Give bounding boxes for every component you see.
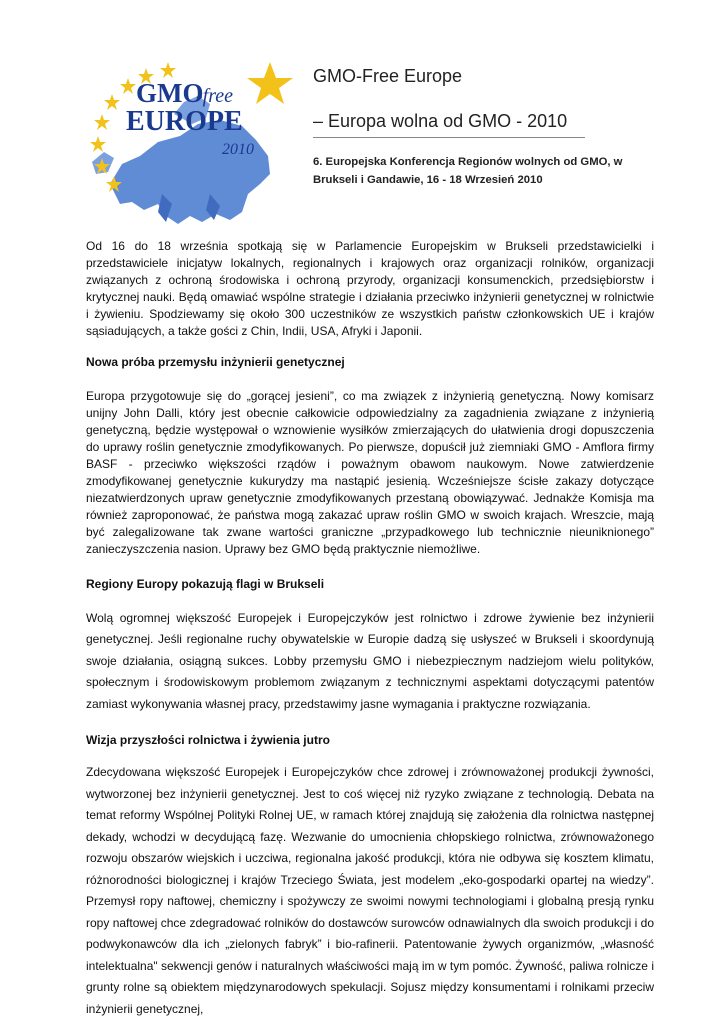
intro-paragraph: Od 16 do 18 września spotkają się w Parlamencie Europejskim w Brukseli przedstawicielki i przedstawiciele inicjatyw lokalnych, regionalnych i krajowych oraz organizacji rolników, organizacji związanych z ochroną środowiska i ochroną przyrody, organizacji konsumenckich, przedsiębiorstw i krytycznej nauki. Będą omawiać wspólne strategie i działania przeciwko inżynierii genetycznej w rolnictwie i żywieniu. Spodziewamy się około 300 uczestników ze wszystkich państw członkowskich UE i krajów sąsiadujących, a także gości z Chin, Indii, USA, Afryki i Japonii. bbox=[86, 239, 654, 339]
gmo-free-europe-logo bbox=[70, 44, 304, 232]
section-paragraph-1: Europa przygotowuje się do „gorącej jesieni”, co ma związek z inżynierią genetyczną. Nowy komisarz unijny John Dalli, który jest obecnie całkowicie odpowiedzialny za zagadnienia związane z inżynierią genetyczną, będzie występował o wznowienie wysiłków zmierzających do ułatwienia drogi dopuszczenia do uprawy roślin genetycznie zmodyfikowanych. Po pierwsze, dopuścił już ziemniaki GMO - Amflora firmy BASF - przeciwko większości rządów i poważnym obawom naukowym. Nowe zatwierdzenie zmodyfikowanej genetycznie kukurydzy ma nastąpić jesienią. Wcześniejsze ścisłe zakazy dotyczące niezatwierdzonych upraw genetycznie zmodyfikowanych przestaną obowiązywać. Jednakże Komisja ma również zaproponować, że państwa mogą zakazać upraw roślin GMO w swoich krajach. Wreszcie, mają być zalegalizowane tak zwane wartości graniczne „przypadkowego lub technicznie nieuniknionego” zanieczyszczenia nasion. Uprawy bez GMO będą praktycznie niemożliwe. bbox=[86, 388, 654, 557]
title-divider bbox=[313, 137, 585, 138]
logo-free-text: -free bbox=[196, 85, 234, 107]
conference-subtitle: 6. Europejska Konferencja Regionów wolnych od GMO, w Brukseli i Gandawie, 16 - 18 Wrzesień 2010 bbox=[313, 156, 623, 186]
page-title: GMO-Free Europe bbox=[313, 66, 463, 86]
logo-europe-text: EUROPE bbox=[126, 106, 243, 137]
page-title-line2: – Europa wolna od GMO - 2010 bbox=[313, 111, 568, 131]
section-heading-3: Wizja przyszłości rolnictwa i żywienia jutro bbox=[86, 733, 330, 747]
section-heading-2: Regiony Europy pokazują flagi w Brukseli bbox=[86, 576, 325, 591]
section-paragraph-2: Wolą ogromnej większość Europejek i Europejczyków jest rolnictwo i zdrowe żywienie bez inżynierii genetycznej. Jeśli regionalne ruchy obywatelskie w Europie dadzą się usłyszeć w Brukseli i skoordynują swoje działania, osiągną sukces. Lobby przemysłu GMO i niebezpiecznym nadziejom wielu polityków, społecznym i środowiskowym problemom związanym z technicznymi aspektami dotyczącymi patentów zamiast wykonywania własnej pracy, przedstawimy jasne wymagania i praktyczne rozwiązania. bbox=[86, 610, 654, 711]
logo-gmo-text: GMO bbox=[136, 78, 204, 108]
section-paragraph-3: Zdecydowana większość Europejek i Europejczyków chce zdrowej i zrównoważonej produkcji żywności, wytworzonej bez inżynierii genetycznej. Jest to coś więcej niż ryzyko związane z technologią. Debata na temat reformy Wspólnej Polityki Rolnej UE, w ramach której znajdują się założenia dla rolnictwa następnej dekady, wchodzi w decydującą fazę. Wezwanie do umocnienia chłopskiego rolnictwa, zrównoważonego rozwoju obszarów wiejskich i uczciwa, regionalna jakość produkcji, która nie odbywa się kosztem klimatu, różnorodności biologicznej i krajów Trzeciego Świata, jest modelem „eko-gospodarki opartej na wiedzy”. Przemysł ropy naftowej, chemiczny i spożywczy ze swoimi nowymi technologiami i globalną presją rynku ropy naftowej chce zdegradować rolników do dostawców surowców odnawialnych dla swoich produkcji i do podwykonawców dla ich „zielonych fabryk” i bio-rafinerii. Patentowanie żywych organizmów, „własność intelektualna" sekwencji genów i naturalnych właściwości mają im w tym pomóc. Żywność, paliwa rolnicze i grunty rolne są obiektem międzynarodowych spekulacji. Sojusz między konsumentami i rolnikami przeciw inżynierii genetycznej, bbox=[86, 765, 654, 1016]
article-body bbox=[86, 238, 654, 1020]
logo-year-text: 2010 bbox=[222, 141, 254, 158]
section-heading-1: Nowa próba przemysłu inżynierii genetycznej bbox=[86, 354, 345, 369]
